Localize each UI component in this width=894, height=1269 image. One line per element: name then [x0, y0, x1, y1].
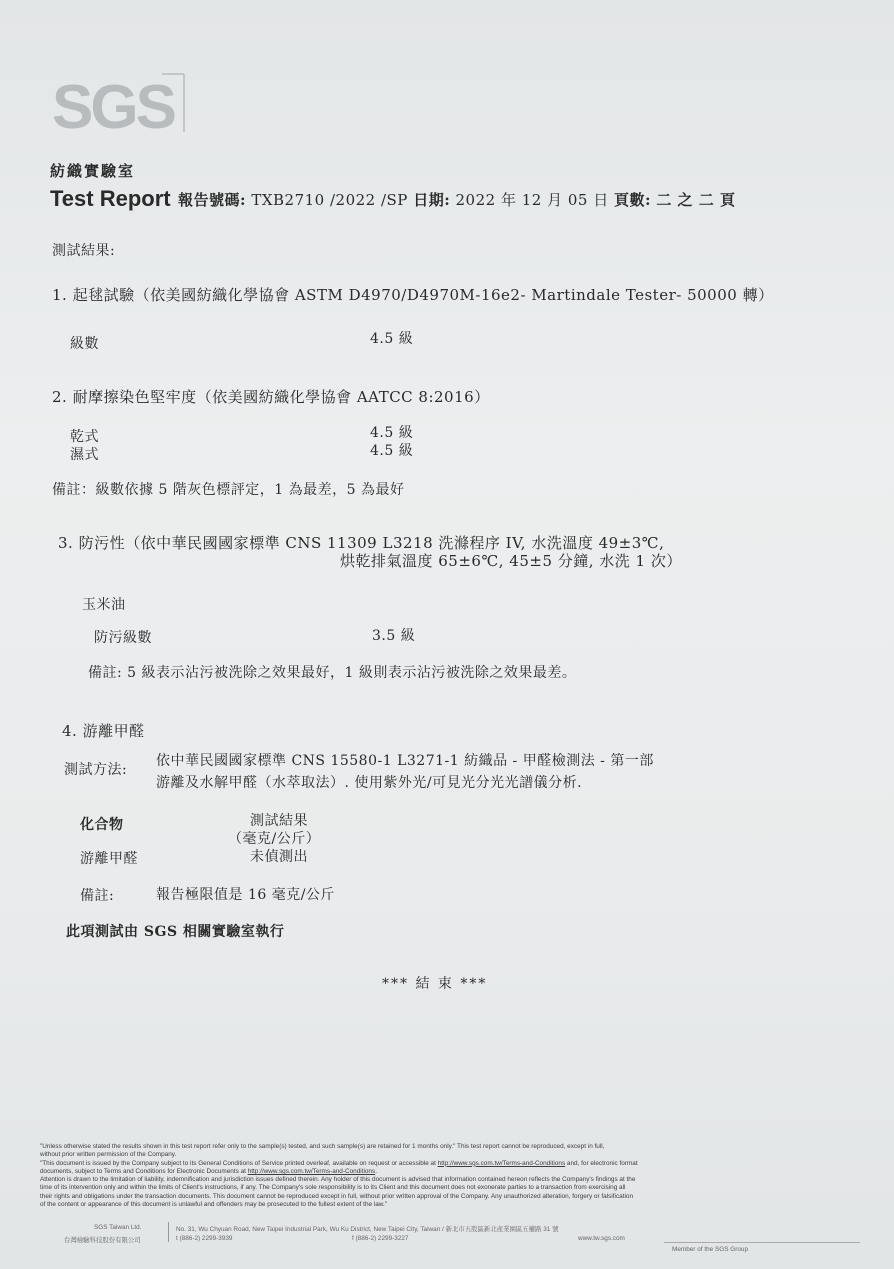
- section4-note-text: 報告極限值是 16 毫克/公斤: [156, 887, 335, 903]
- end-mark: *** 結 束 ***: [382, 976, 488, 992]
- footer-line-5: Attention is drawn to the limitation of liability, indemnification and jurisdiction issues defined therein. Any holder of this document is advised that information contained hereon reflects the Company's findings at the: [40, 1176, 636, 1184]
- company-web: www.tw.sgs.com: [578, 1235, 625, 1242]
- section2-note: 備註：級數依據 5 階灰色標評定，1 為最差，5 為最好: [52, 482, 405, 498]
- section1-row-value: 4.5 級: [370, 331, 414, 347]
- section3-sample: 玉米油: [82, 597, 126, 613]
- footer-line-6: time of its intervention only and within the limits of Client's instructions, if any. The Company's sole responsibility is to its Client and this document does not exonerate parties to a transaction from exercising all: [40, 1184, 626, 1192]
- results-heading: 測試結果:: [52, 243, 116, 259]
- section3-note: 備註: 5 級表示沾污被洗除之效果最好，1 級則表示沾污被洗除之效果最差。: [88, 665, 577, 681]
- section2-dry-value: 4.5 級: [370, 425, 414, 441]
- report-date: 2022 年 12 月 05 日: [455, 191, 609, 209]
- company-address: No. 31, Wu Chyuan Road, New Taipei Industrial Park, Wu Ku District, New Taipei City, Taiwan / 新北市五股區新北產業園區五權路 31 號: [176, 1226, 559, 1233]
- section2-title: 2. 耐摩擦染色堅牢度（依美國紡織化學協會 AATCC 8:2016）: [52, 388, 490, 406]
- date-label: 日期:: [413, 191, 451, 209]
- section2-wet-value: 4.5 級: [370, 443, 414, 459]
- terms-link[interactable]: http://www.sgs.com.tw/Terms-and-Conditions: [437, 1159, 566, 1167]
- company-tel: t (886-2) 2299-3939: [176, 1235, 233, 1242]
- page-count: 二 之 二 頁: [656, 191, 736, 209]
- lab-name: 紡織實驗室: [50, 162, 136, 180]
- col-unit: （毫克/公斤）: [228, 831, 321, 847]
- member-of-group: Member of the SGS Group: [672, 1246, 749, 1253]
- member-rule: [664, 1242, 860, 1243]
- method-line1: 依中華民國國家標準 CNS 15580-1 L3271-1 紡織品 - 甲醛檢測法 - 第一部: [156, 753, 654, 769]
- footer-divider: [168, 1222, 169, 1242]
- footer-line-2: without prior written permission of the Company.: [40, 1151, 177, 1159]
- footer-line-3: "This document is issued by the Company subject to its General Conditions of Service printed overleaf, available on request or accessible at http://www.sgs.com.tw/Terms-and-Conditions and, for electronic format: [40, 1159, 638, 1167]
- section2-wet-label: 濕式: [70, 447, 99, 463]
- footer-line-8: of the content or appearance of this document is unlawful and offenders may be prosecuted to the fullest extent of the law.": [40, 1201, 388, 1209]
- report-no: TXB2710 /2022 /SP: [251, 191, 408, 209]
- electronic-terms-link[interactable]: http://www.sgs.com.tw/Terms-and-Conditions: [247, 1167, 376, 1175]
- report-title: Test Report: [50, 186, 171, 211]
- method-label: 測試方法:: [64, 762, 128, 778]
- section3-title: 3. 防污性（依中華民國國家標準 CNS 11309 L3218 洗滌程序 IV, 水洗溫度 49±3℃,: [58, 534, 665, 552]
- section3-title-line2: 烘乾排氣溫度 65±6℃, 45±5 分鐘, 水洗 1 次）: [340, 552, 682, 570]
- footer-line-7: their rights and obligations under the transaction documents. This document cannot be reproduced except in full, without prior written approval of the Company. Any unauthorized alteration, forgery or falsification: [40, 1192, 634, 1200]
- section4-note-label: 備註:: [80, 888, 115, 904]
- footer-disclaimer: [40, 1143, 638, 1209]
- section2-dry-label: 乾式: [70, 429, 99, 445]
- formaldehyde-value: 未偵測出: [250, 849, 308, 865]
- method-line2: 游離及水解甲醛（水萃取法）. 使用紫外光/可見光分光光譜儀分析.: [156, 775, 583, 791]
- company-zh: 台灣檢驗科技股份有限公司: [64, 1237, 141, 1244]
- exec-note: 此項測試由 SGS 相關實驗室執行: [66, 924, 285, 940]
- report-no-label: 報告號碼:: [178, 191, 247, 209]
- footer-line-4: documents, subject to Terms and Conditions for Electronic Documents at http://www.sgs.com.tw/Terms-and-Conditions.: [40, 1167, 377, 1175]
- col-result: 測試結果: [250, 813, 308, 829]
- company-en: SGS Taiwan Ltd.: [94, 1224, 142, 1231]
- formaldehyde-label: 游離甲醛: [80, 851, 138, 867]
- col-compound: 化合物: [80, 817, 124, 833]
- pages-label: 頁數:: [614, 191, 652, 209]
- footer-line-1: "Unless otherwise stated the results shown in this test report refer only to the sample(s) tested, and such sample(s) are retained for 1 months only." This test report cannot be reproduced, except in full,: [40, 1143, 605, 1150]
- section3-row-label: 防污級數: [94, 630, 152, 646]
- report-meta: [178, 189, 736, 210]
- company-fax: f (886-2) 2299-3227: [352, 1235, 409, 1242]
- section1-row-label: 級數: [70, 336, 99, 352]
- section1-title: 1. 起毬試驗（依美國紡織化學協會 ASTM D4970/D4970M-16e2- Martindale Tester- 50000 轉）: [52, 286, 774, 304]
- svg-text:SGS: SGS: [52, 73, 174, 140]
- section3-row-value: 3.5 級: [372, 628, 416, 644]
- sgs-logo: [50, 70, 190, 140]
- section4-title: 4. 游離甲醛: [62, 722, 145, 740]
